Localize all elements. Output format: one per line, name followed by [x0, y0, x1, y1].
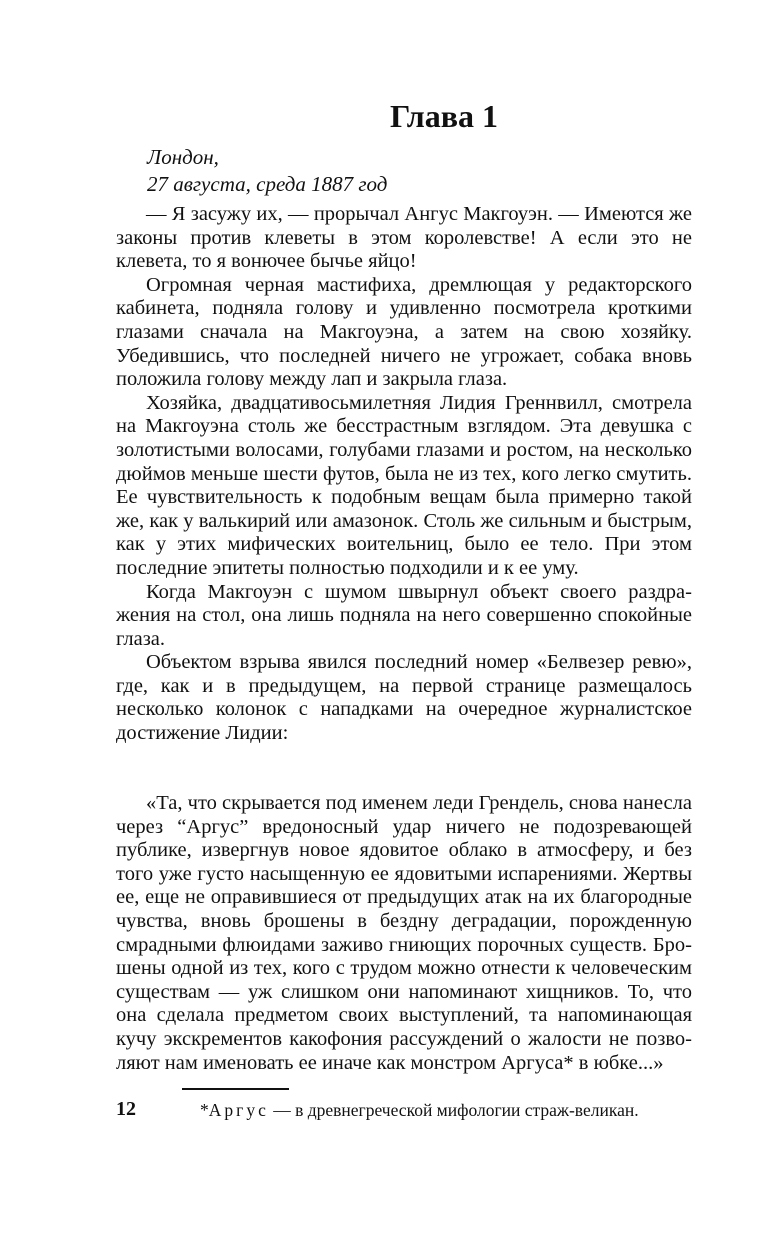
footnote-marker: * [200, 1100, 209, 1120]
paragraph: Объектом взрыва явился последний номер «Белвезер ревю», где, как и в предыдущем, на первой странице размещалось несколько колонок с нападками на очередное журналистское достижение Лидии: [116, 651, 692, 745]
setting-block [147, 144, 547, 198]
body-text [116, 203, 692, 746]
footnote-term: Аргус [208, 1100, 269, 1120]
paragraph: Огромная черная мастифиха, дремлющая у редакторского кабинета, подняла голову и удивленно посмотрела кроткими глазами сначала на Макгоуэна, а затем на свою хозяйку. Убедившись, что последней ничего не угрожает, собака вновь положила голову между лап и закрыла глаза. [116, 273, 692, 391]
page-number: 12 [116, 1098, 136, 1120]
footnote-divider [182, 1088, 289, 1090]
quoted-article [116, 792, 692, 1075]
paragraph: Когда Макгоуэн с шумом швырнул объект своего раздражения на стол, она лишь подняла на него совершенно спокойные глаза. [116, 580, 692, 650]
chapter-title: Глава 1 [390, 98, 498, 134]
footnote-text: — в древнегреческой мифологии страж-великан. [268, 1100, 639, 1120]
paragraph: — Я засужу их, — прорычал Ангус Макгоуэн. — Имеются же законы против клеветы в этом королевстве! А если это не клевета, то я вонючее бычье яйцо! [116, 203, 692, 273]
setting-place: Лондон, [147, 145, 219, 169]
quote-paragraph: «Та, что скрывается под именем леди Грендель, снова нанесла через “Аргус” вредоносный удар ничего не подозревающей публике, извергнув новое ядовитое облако в атмосферу, и без того уже густо насыщенную ее ядовитыми испарениями. Жертвы ее, еще не оправившиеся от предыдущих атак на их благородные чувства, вновь брошены в бездну деградации, порожденную смрадными флюидами заживо гниющих порочных существ. Брошены одной из тех, кого с трудом можно отнести к человеческим существам — уж слишком они напоминают хищников. То, что она сделала предметом своих выступлений, та напоминающая кучу экскрементов какофония рассуждений о жалости не позволяют нам именовать ее иначе как монстром Аргуса* в юбке...» [116, 792, 692, 1074]
paragraph: Хозяйка, двадцативосьмилетняя Лидия Греннвилл, смотрела на Макгоуэна столь же бесстрастным взглядом. Эта девушка с золотистыми волосами, голубами глазами и ростом, на несколько дюймов меньше шести футов, была не из тех, кого легко смутить. Ее чувствительность к подобным вещам была примерно такой же, как у валькирий или амазонок. Столь же сильным и быстрым, как у этих мифических воительниц, было ее тело. При этом последние эпитеты полностью подходили и к ее уму. [116, 391, 692, 579]
setting-date: 27 августа, среда 1887 год [147, 172, 388, 196]
footnote [200, 1098, 700, 1122]
